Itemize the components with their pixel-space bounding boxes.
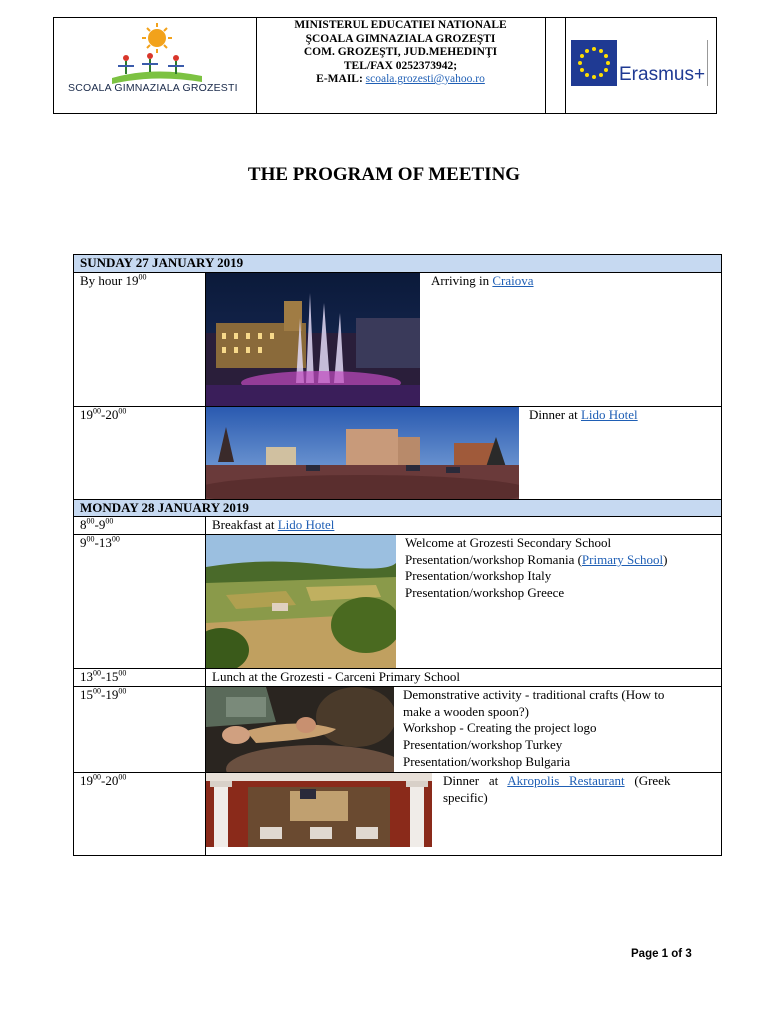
activity-text: Demonstrative activity - traditional crafts (How to make a wooden spoon?) Workshop - Creating the project logo Presentation/workshop Turkey Presentation/workshop Bulgaria xyxy=(403,687,665,769)
erasmus-logo-text: Erasmus+ xyxy=(619,64,706,85)
school-logo-text: SCOALA GIMNAZIALA GROZESTI xyxy=(68,82,238,94)
activity-text: Dinner at Lido Hotel xyxy=(529,407,638,422)
table-row xyxy=(74,517,721,535)
email-link[interactable]: scoala.grozesti@yahoo.ro xyxy=(365,73,485,85)
activity-text: Lunch at the Grozesti - Carceni Primary School xyxy=(212,669,461,684)
primary-school-link[interactable]: Primary School xyxy=(581,551,664,567)
table-row xyxy=(74,535,721,669)
day-header-sunday: SUNDAY 27 JANUARY 2019 xyxy=(74,255,721,273)
table-row xyxy=(74,773,721,855)
eu-flag-icon xyxy=(571,40,617,86)
school-logo-icon xyxy=(54,18,256,113)
craiova-fountain-photo xyxy=(206,273,420,406)
table-row xyxy=(74,273,721,407)
activity-text: Welcome at Grozesti Secondary School Presentation/workshop Romania (Primary School) Presentation/workshop Italy Presentation/workshop Greece xyxy=(405,535,668,601)
ministry-line: MINISTERUL EDUCATIEI NATIONALE xyxy=(294,19,507,31)
akropolis-restaurant-photo xyxy=(206,773,432,847)
time-cell: $8^{00}-9^{00}$ xyxy=(74,517,206,534)
craiova-link[interactable]: Craiova xyxy=(492,273,534,288)
school-name-line: ŞCOALA GIMNAZIALA GROZEŞTI xyxy=(305,32,496,45)
letterhead-text xyxy=(256,18,546,113)
page-number: Page 1 of 3 xyxy=(631,948,692,960)
grozesti-landscape-photo xyxy=(206,535,396,668)
activity-text: Dinner at Akropolis Restaurant (Greek specific) xyxy=(443,773,671,805)
school-logo-cell xyxy=(54,18,257,113)
email-line: E-MAIL: scoala.grozesti@yahoo.ro xyxy=(316,73,485,85)
time-cell: $13^{00}-15^{00}$ xyxy=(74,669,206,686)
address-line: COM. GROZEŞTI, JUD.MEHEDINŢI xyxy=(303,46,498,58)
lido-hotel-link[interactable]: Lido Hotel xyxy=(277,517,335,532)
time-cell: $19^{00}-20^{00}$ xyxy=(74,407,206,499)
letterhead-table xyxy=(53,17,717,114)
table-row xyxy=(74,669,721,687)
activity-text: Arriving in Craiova xyxy=(431,273,534,288)
lido-hotel-photo xyxy=(206,407,519,499)
day-header-monday: MONDAY 28 JANUARY 2019 xyxy=(74,500,721,517)
table-row xyxy=(74,687,721,773)
page-title: THE PROGRAM OF MEETING xyxy=(247,164,521,185)
time-cell: $19^{00}-20^{00}$ xyxy=(74,773,206,855)
spacer-cell xyxy=(546,18,566,113)
time-cell: $15^{00}-19^{00}$ xyxy=(74,687,206,772)
akropolis-restaurant-link[interactable]: Akropolis Restaurant xyxy=(507,773,625,788)
wooden-spoon-craft-photo xyxy=(206,687,394,772)
time-cell: $9^{00}-13^{00}$ xyxy=(74,535,206,668)
activity-text: Breakfast at Lido Hotel xyxy=(212,517,335,532)
table-row xyxy=(74,407,721,500)
logo-divider xyxy=(707,40,708,86)
time-cell: By hour $19^{00}$ xyxy=(74,273,206,406)
phone-line: TEL/FAX 0252373942; xyxy=(343,59,458,72)
lido-hotel-link[interactable]: Lido Hotel xyxy=(580,407,638,422)
program-table xyxy=(73,254,722,856)
erasmus-logo-cell xyxy=(565,18,716,113)
